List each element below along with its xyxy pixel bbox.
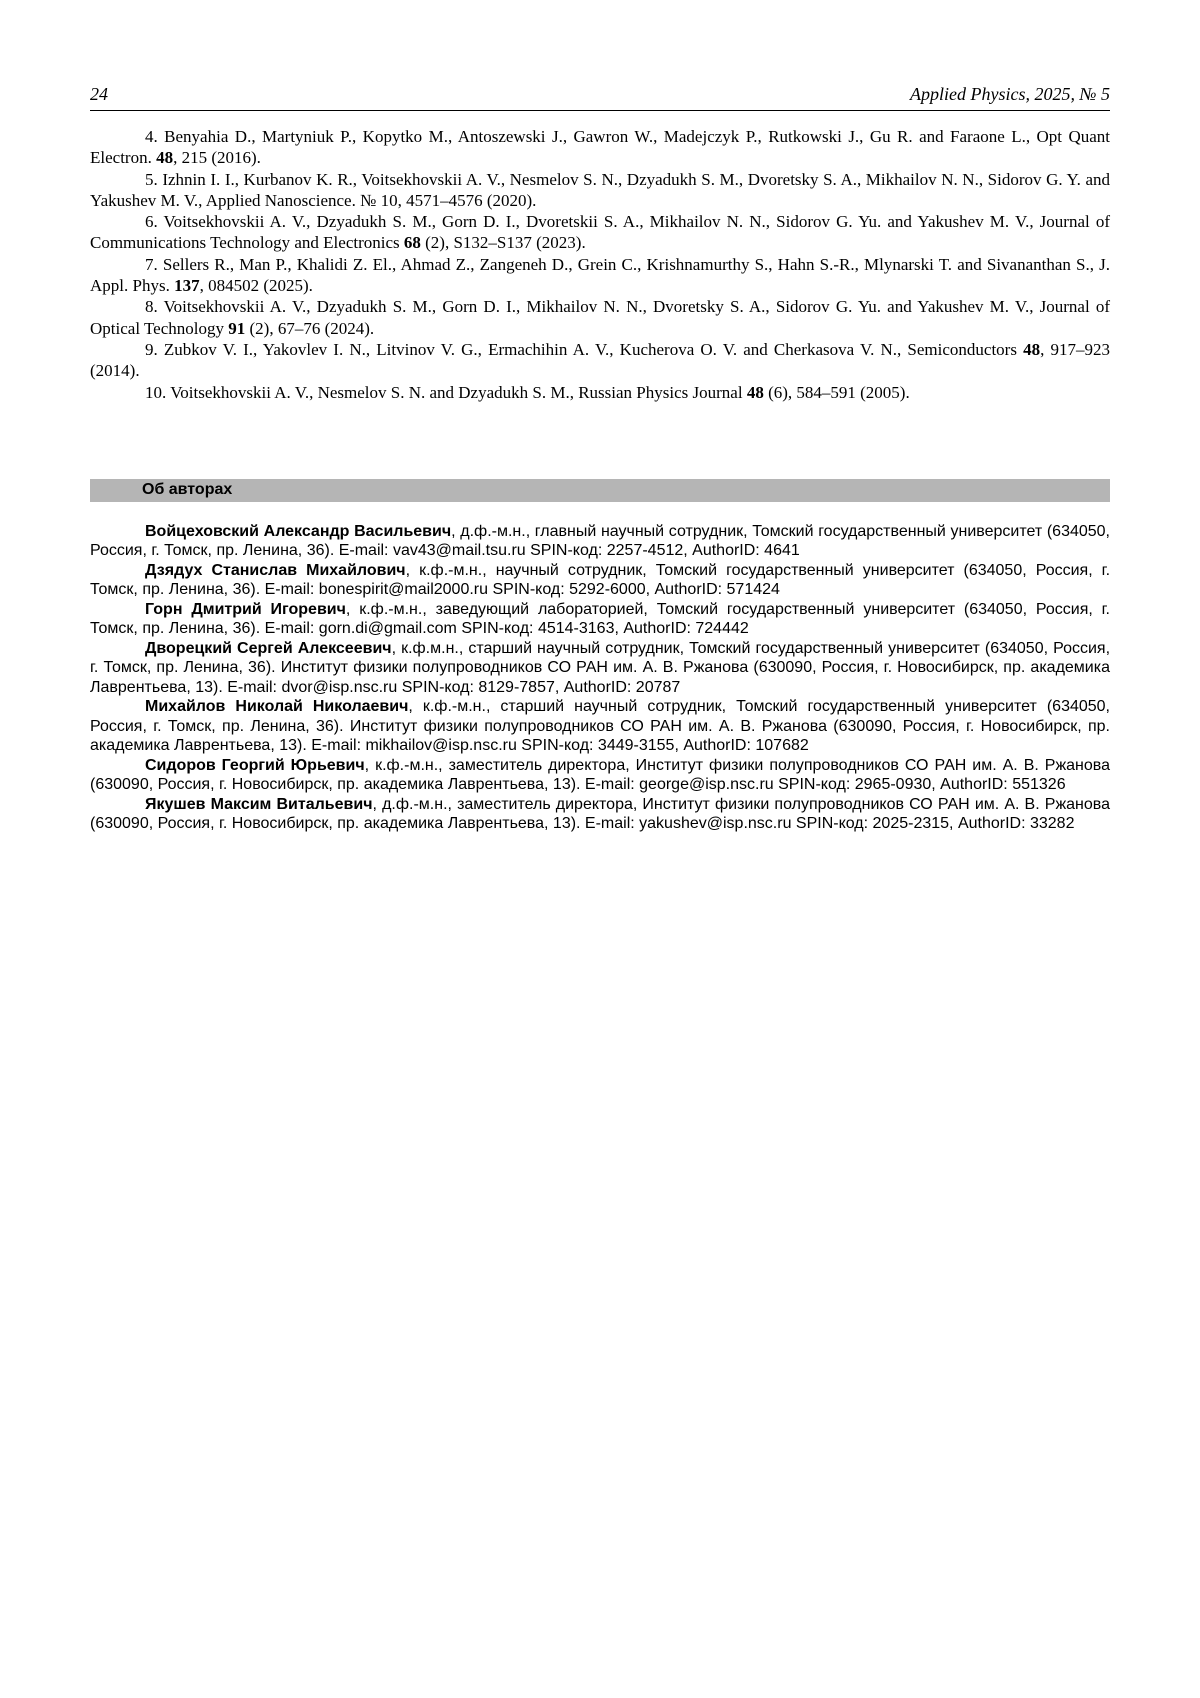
about-authors-title: Об авторах: [142, 480, 233, 498]
author-details: , к.ф.-м.н., заведующий лабораторией, Томский государственный университет (634050, Россия, г. Томск, пр. Ленина, 36). E-mail: gorn.di@gmail.com SPIN-код: 4514-3163, AuthorID: 724442: [90, 600, 1110, 638]
reference-volume: 68: [403, 233, 421, 253]
author-details: , к.ф.м.н., старший научный сотрудник, Томский государственный университет (634050, Россия, г. Томск, пр. Ленина, 36). Институт физики полупроводников СО РАН им. А. В. Ржанова (630090, Россия, г. Новосибирск, пр. академика Лаврентьева, 13). E-mail: dvor@isp.nsc.ru SPIN-код: 8129-7857, AuthorID: 20787: [90, 639, 1111, 696]
reference-text: (2), 67–76 (2024).: [245, 318, 375, 338]
reference-text: 10. Voitsekhovskii A. V., Nesmelov S. N. and Dzyadukh S. M., Russian Physics Journal: [145, 382, 747, 402]
reference-item: [90, 296, 1110, 339]
reference-volume: 48: [746, 382, 764, 402]
author-details: , к.ф.-м.н., научный сотрудник, Томский государственный университет (634050, Россия, г. Томск, пр. Ленина, 36). E-mail: bonespirit@mail2000.ru SPIN-код: 5292-6000, AuthorID: 571424: [90, 561, 1111, 599]
author-details: , к.ф.-м.н., заместитель директора, Институт физики полупроводников СО РАН им. А. В. Ржанова (630090, Россия, г. Новосибирск, пр. академика Лаврентьева, 13). E-mail: george@isp.nsc.ru SPIN-код: 2965-0930, AuthorID: 551326: [90, 756, 1110, 794]
journal-running-head: Applied Physics, 2025, № 5: [910, 84, 1110, 104]
author-item: [90, 697, 1110, 756]
page-number: 24: [90, 84, 108, 104]
reference-item: [90, 211, 1110, 254]
reference-text: 8. Voitsekhovskii A. V., Dzyadukh S. M., Gorn D. I., Mikhailov N. N., Dvoretsky S. A., Sidorov G. Yu. and Yakushev M. V., Journal of Optical Technology: [90, 297, 1110, 338]
about-authors-section: [90, 479, 1110, 834]
author-name: Горн Дмитрий Игоревич: [145, 600, 346, 618]
author-item: [90, 756, 1110, 795]
reference-volume: 48: [156, 148, 174, 168]
reference-item: [90, 382, 1110, 403]
author-details: , д.ф.-м.н., главный научный сотрудник, Томский государственный университет (634050, Россия, г. Томск, пр. Ленина, 36). E-mail: vav43@mail.tsu.ru SPIN-код: 2257-4512, AuthorID: 4641: [90, 522, 1111, 560]
reference-volume: 137: [174, 276, 200, 296]
author-item: [90, 795, 1110, 834]
author-name: Михайлов Николай Николаевич: [145, 698, 409, 716]
reference-text: 9. Zubkov V. I., Yakovlev I. N., Litvinov V. G., Ermachihin A. V., Kucherova O. V. and Cherkasova V. N., Semiconductors: [145, 339, 1024, 359]
reference-text: (6), 584–591 (2005).: [763, 382, 910, 402]
references-list: [90, 126, 1110, 403]
author-name: Дзядух Станислав Михайлович: [145, 561, 406, 579]
author-item: [90, 639, 1110, 698]
header-rule: [90, 110, 1110, 111]
author-details: , к.ф.-м.н., старший научный сотрудник, Томский государственный университет (634050, Россия, г. Томск, пр. Ленина, 36). Институт физики полупроводников СО РАН им. А. В. Ржанова (630090, Россия, г. Новосибирск, пр. академика Лаврентьева, 13). E-mail: mikhailov@isp.nsc.ru SPIN-код: 3449-3155, AuthorID: 107682: [90, 698, 1111, 755]
reference-item: [90, 126, 1110, 169]
reference-text: , 917–923 (2014).: [90, 339, 1111, 381]
author-details: , д.ф.-м.н., заместитель директора, Институт физики полупроводников СО РАН им. А. В. Ржанова (630090, Россия, г. Новосибирск, пр. академика Лаврентьева, 13). E-mail: yakushev@isp.nsc.ru SPIN-код: 2025-2315, AuthorID: 33282: [90, 795, 1111, 833]
reference-volume: 91: [228, 318, 246, 338]
page-header: [90, 84, 1110, 110]
reference-item: [90, 339, 1110, 382]
reference-volume: 48: [1023, 339, 1041, 359]
reference-text: (2), S132–S137 (2023).: [420, 233, 586, 253]
author-name: Войцеховский Александр Васильевич: [145, 522, 452, 540]
authors-list: [90, 522, 1110, 834]
about-authors-header-bar: [90, 479, 1110, 502]
reference-text: , 084502 (2025).: [199, 276, 313, 296]
reference-item: [90, 254, 1110, 297]
author-item: [90, 522, 1110, 561]
author-name: Сидоров Георгий Юрьевич: [145, 756, 365, 774]
reference-text: 5. Izhnin I. I., Kurbanov K. R., Voitsekhovskii A. V., Nesmelov S. N., Dzyadukh S. M., Dvoretsky S. A., Mikhailov N. N., Sidorov G. Y. and Yakushev M. V., Applied Nanoscience. № 10, 4571–4576 (2020).: [90, 169, 1110, 210]
reference-text: 6. Voitsekhovskii A. V., Dzyadukh S. M., Gorn D. I., Dvoretskii S. A., Mikhailov N. N., Sidorov G. Yu. and Yakushev M. V., Journal of Communications Technology and Electronics: [90, 212, 1110, 253]
author-item: [90, 600, 1110, 639]
author-name: Дворецкий Сергей Алексеевич: [145, 639, 392, 657]
author-name: Якушев Максим Витальевич: [145, 795, 373, 813]
reference-text: 7. Sellers R., Man P., Khalidi Z. El., Ahmad Z., Zangeneh D., Grein C., Krishnamurthy S., Hahn S.-R., Mlynarski T. and Sivananthan S., J. Appl. Phys.: [90, 254, 1110, 296]
author-item: [90, 561, 1110, 600]
reference-text: 4. Benyahia D., Martyniuk P., Kopytko M., Antoszewski J., Gawron W., Madejczyk P., Rutkowski J., Gu R. and Faraone L., Opt Quant Electron.: [90, 127, 1110, 168]
reference-text: , 215 (2016).: [173, 148, 261, 168]
reference-item: [90, 169, 1110, 212]
references-section: [90, 126, 1110, 403]
